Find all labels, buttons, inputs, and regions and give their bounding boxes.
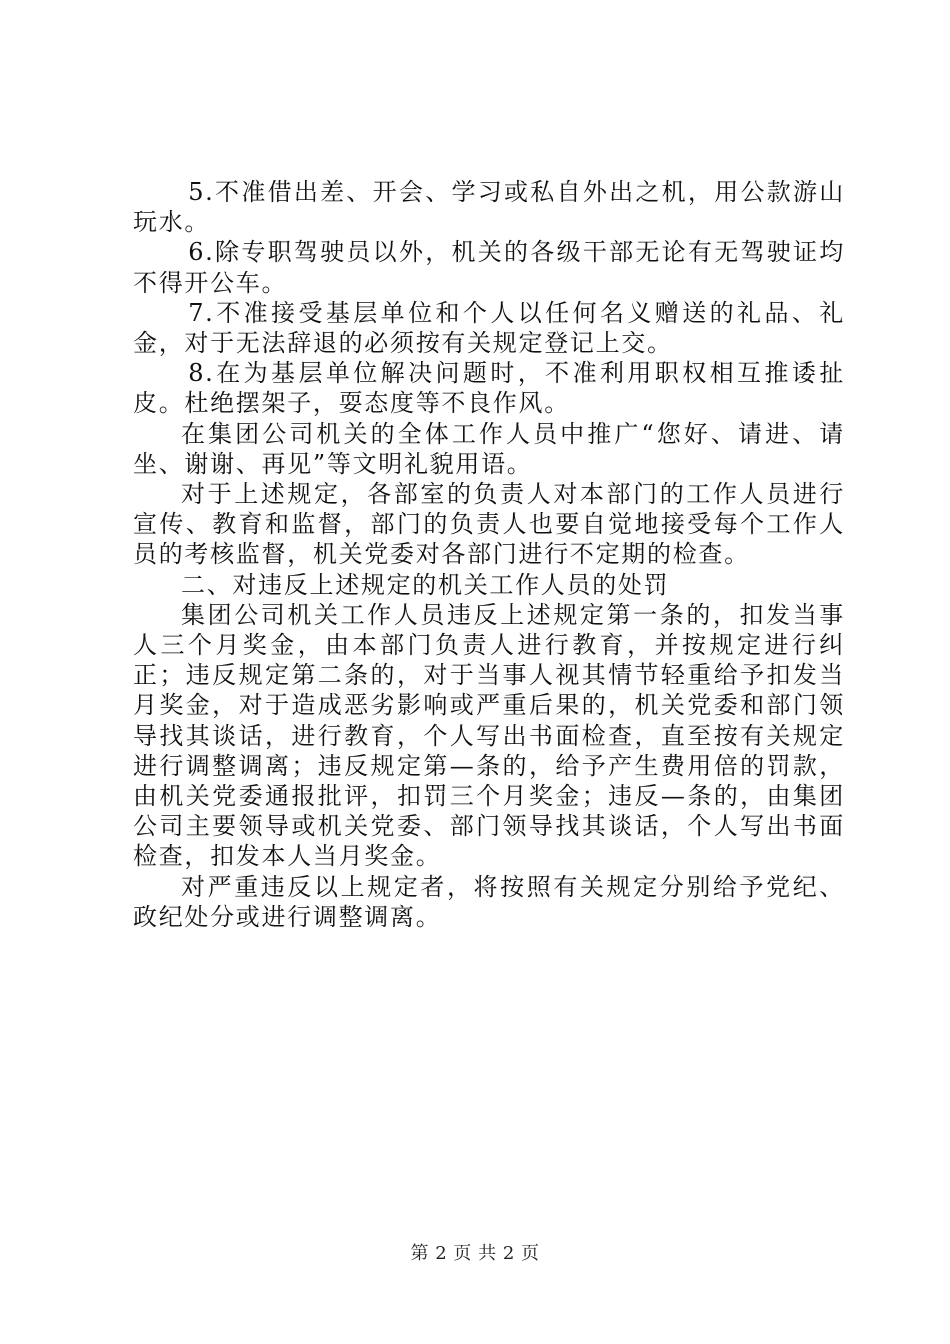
paragraph-rule-5: 5.不准借出差、开会、学习或私自外出之机，用公款游山玩水。: [133, 178, 845, 237]
paragraph-rule-6: 6.除专职驾驶员以外，机关的各级干部无论有无驾驶证均不得开公车。: [133, 238, 845, 297]
paragraph-rule-8: 8.在为基层单位解决问题时，不准利用职权相互推诿扯皮。杜绝摆架子，耍态度等不良作风。: [133, 359, 845, 418]
page-footer: 第 2 页 共 2 页: [410, 1243, 540, 1264]
paragraph-rule-7: 7.不准接受基层单位和个人以任何名义赠送的礼品、礼金，对于无法辞退的必须按有关规定登记上交。: [133, 298, 845, 358]
section-heading-penalties: 二、对违反上述规定的机关工作人员的处罚: [181, 570, 670, 599]
paragraph-serious-violations: 对严重违反以上规定者，将按照有关规定分别给予党纪、政纪处分或进行调整调离。: [133, 872, 845, 931]
paragraph-supervision: 对于上述规定，各部室的负责人对本部门的工作人员进行宣传、教育和监督，部门的负责人也要自觉地接受每个工作人员的考核监督，机关党委对各部门进行不定期的检查。: [133, 480, 845, 569]
document-body: [133, 177, 845, 932]
paragraph-penalties: 集团公司机关工作人员违反上述规定第一条的，扣发当事人三个月奖金，由本部门负责人进行教育，并按规定进行纠正；违反规定第二条的，对于当事人视其情节轻重给予扣发当月奖金，对于造成恶劣影响或严重后果的，机关党委和部门领导找其谈话，进行教育，个人写出书面检查，直至按有关规定进行调整调离；违反规定第—条的，给予产生费用倍的罚款，由机关党委通报批评，扣罚三个月奖金；违反—条的，由集团公司主要领导或机关党委、部门领导找其谈话，个人写出书面检查，扣发本人当月奖金。: [133, 600, 845, 871]
paragraph-courtesy-language: 在集团公司机关的全体工作人员中推广“您好、请进、请坐、谢谢、再见”等文明礼貌用语。: [133, 419, 845, 478]
